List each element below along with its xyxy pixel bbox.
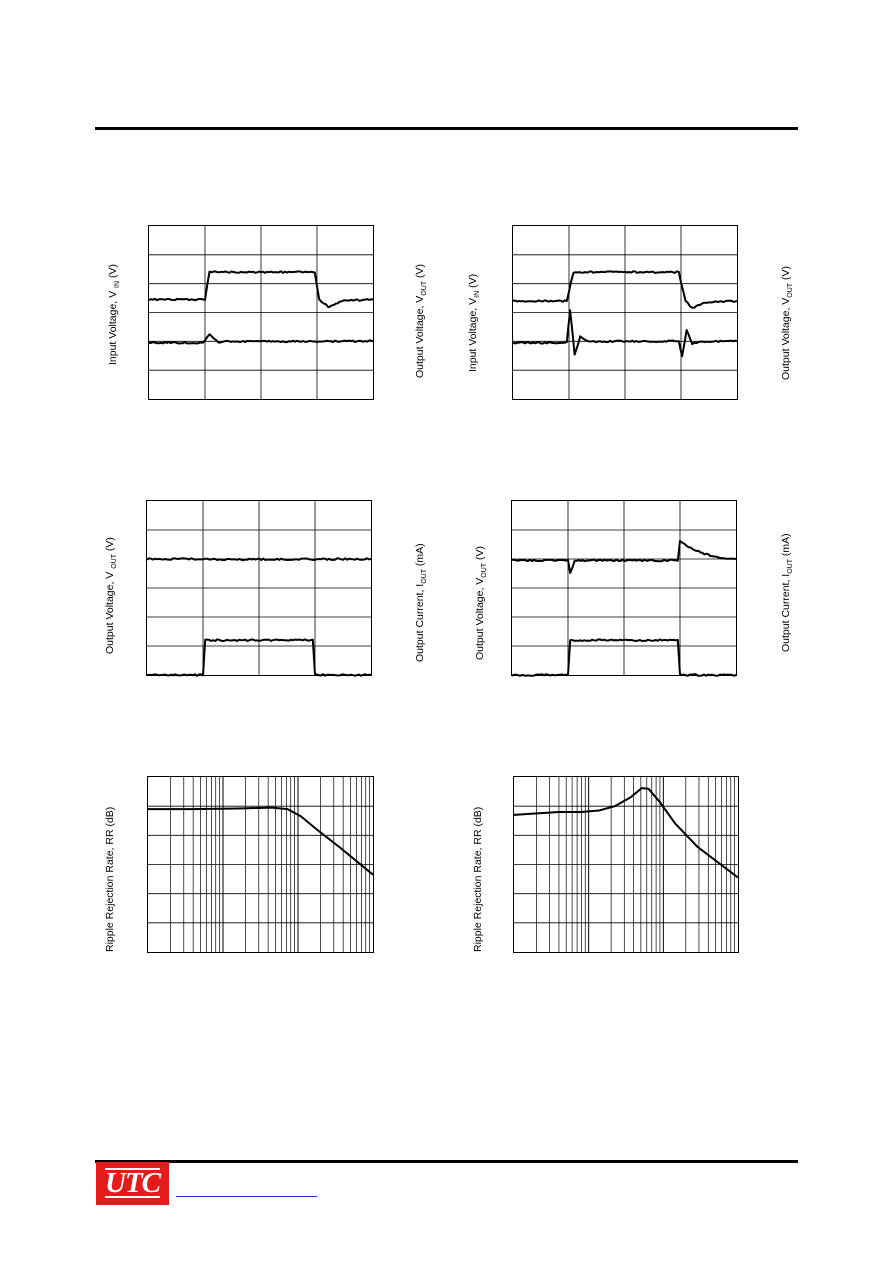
- input-transient-chart-2: [512, 225, 738, 400]
- chart1-right-label-tail: (V): [414, 263, 426, 281]
- chart1-right-label-text: Output Voltage, V: [414, 295, 426, 378]
- load-transient-1-svg: [147, 501, 371, 675]
- website-link-underline[interactable]: [176, 1196, 317, 1197]
- chart2-right-label-text: Output Voltage, V: [780, 297, 792, 380]
- chart1-right-axis-label: [414, 264, 428, 378]
- chart4-left-label-text: Output Voltage, V: [474, 577, 486, 660]
- chart4-right-axis-label: [780, 533, 794, 652]
- load-transient-chart-2: [511, 500, 737, 676]
- chart5-left-axis-label: [104, 807, 116, 952]
- chart1-left-label-sub: IN: [114, 280, 122, 288]
- chart3-right-label-sub: OUT: [421, 569, 429, 584]
- chart1-left-label-text: Input Voltage, V: [107, 287, 119, 365]
- load-transient-chart-1: [146, 500, 372, 676]
- header-rule: [95, 127, 798, 130]
- chart6-left-label-text: Ripple Rejection Rate, RR (dB): [472, 806, 484, 952]
- chart1-left-axis-label: [107, 264, 121, 365]
- chart4-right-label-tail: (mA): [780, 533, 792, 560]
- ripple-rejection-chart-2: [513, 776, 739, 953]
- input-transient-chart-1: [148, 225, 374, 400]
- utc-logo-text: UTC: [105, 1167, 160, 1199]
- chart1-left-label-tail: (V): [107, 264, 119, 281]
- ripple-rejection-2-svg: [514, 777, 738, 952]
- chart3-left-axis-label: [104, 537, 118, 654]
- load-transient-2-svg: [512, 501, 736, 675]
- chart2-left-axis-label: [467, 274, 481, 372]
- chart4-right-label-sub: OUT: [787, 559, 795, 574]
- chart2-right-axis-label: [780, 266, 794, 380]
- chart1-right-label-sub: OUT: [421, 280, 429, 296]
- chart2-right-label-sub: OUT: [787, 282, 795, 298]
- chart3-left-label-sub: OUT: [111, 553, 119, 569]
- chart3-left-label-text: Output Voltage, V: [104, 568, 116, 654]
- chart2-right-label-tail: (V): [780, 265, 792, 283]
- chart5-left-label-text: Ripple Rejection Rate, RR (dB): [104, 806, 116, 952]
- chart2-left-label-text: Input Voltage, V: [467, 297, 479, 372]
- utc-logo: [96, 1162, 169, 1205]
- input-transient-2-svg: [513, 226, 737, 399]
- chart3-left-label-tail: (V): [104, 537, 116, 554]
- ripple-rejection-chart-1: [147, 776, 374, 953]
- chart6-left-axis-label: [472, 807, 484, 952]
- footer-rule: [95, 1160, 798, 1163]
- chart3-right-axis-label: [414, 543, 428, 662]
- chart4-left-label-tail: (V): [474, 545, 486, 563]
- chart4-left-axis-label: [474, 546, 488, 660]
- input-transient-1-svg: [149, 226, 373, 399]
- chart4-left-label-sub: OUT: [481, 562, 489, 578]
- chart3-right-label-tail: (mA): [414, 543, 426, 570]
- chart2-left-label-sub: IN: [474, 290, 482, 298]
- chart4-right-label-text: Output Current, I: [780, 573, 792, 652]
- chart2-left-label-tail: (V): [467, 273, 479, 291]
- chart3-right-label-text: Output Current, I: [414, 583, 426, 662]
- ripple-rejection-1-svg: [148, 777, 373, 952]
